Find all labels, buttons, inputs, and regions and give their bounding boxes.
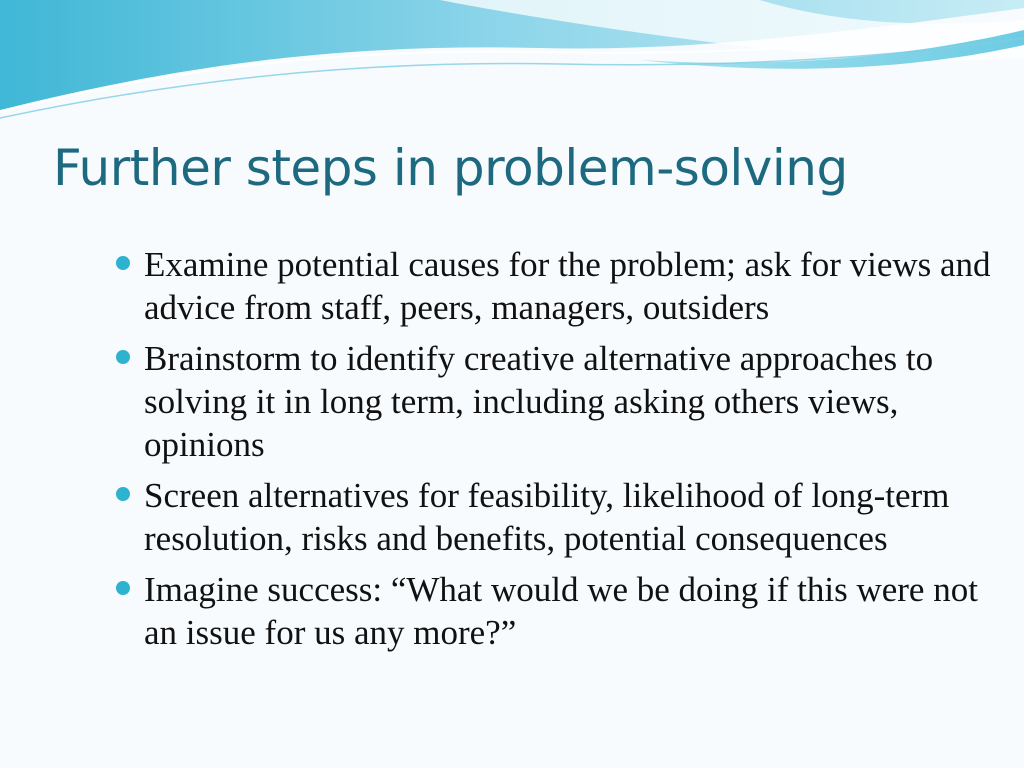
bullet-dot-icon: [116, 350, 130, 364]
bullet-text: Screen alternatives for feasibility, likelihood of long-term resolution, risks and benefits, potential consequences: [144, 476, 950, 558]
bullet-text: Brainstorm to identify creative alternative approaches to solving it in long term, including asking others views, opinions: [144, 339, 934, 464]
bullet-item: [116, 474, 1011, 560]
wave-header-decoration: [0, 0, 1024, 130]
slide-title: Further steps in problem-solving: [53, 139, 848, 197]
bullet-item: [116, 337, 1011, 466]
bullet-text: Imagine success: “What would we be doing if this were not an issue for us any more?”: [144, 570, 978, 652]
bullet-text: Examine potential causes for the problem; ask for views and advice from staff, peers, managers, outsiders: [144, 245, 991, 327]
bullet-item: [116, 243, 1011, 329]
bullet-dot-icon: [116, 487, 130, 501]
bullet-dot-icon: [116, 256, 130, 270]
bullet-dot-icon: [116, 581, 130, 595]
bullet-item: [116, 568, 1011, 654]
bullet-list: [116, 243, 1011, 662]
